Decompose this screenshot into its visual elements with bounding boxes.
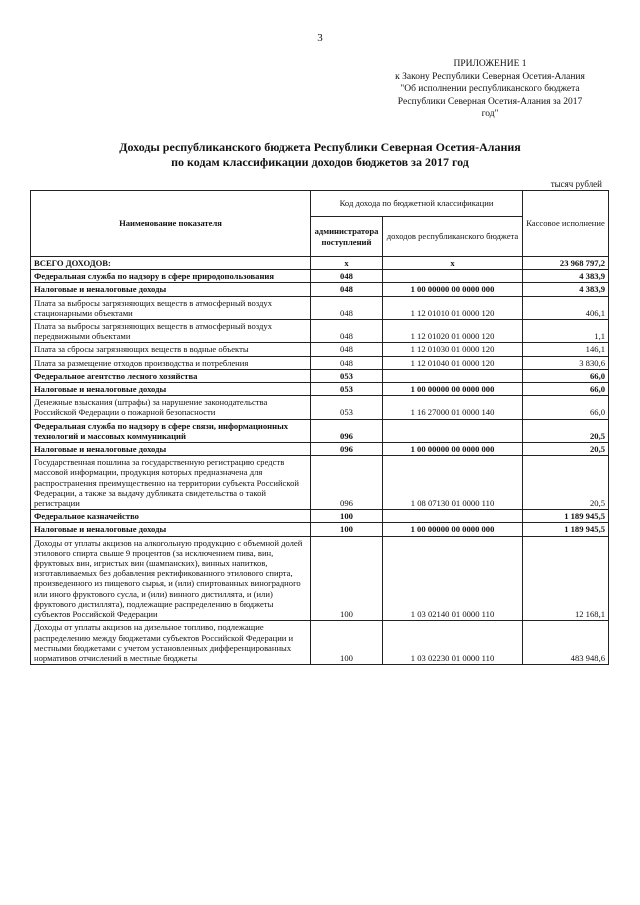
- header-code-group: Код дохода по бюджетной классификации: [311, 191, 523, 217]
- row-revenue-code: [383, 419, 523, 442]
- header-admin: администратора поступлений: [311, 217, 383, 257]
- row-admin-code: 053: [311, 396, 383, 419]
- header-revenue-code: доходов республиканского бюджета: [383, 217, 523, 257]
- row-sum: 1 189 945,5: [523, 523, 609, 536]
- row-sum: 1,1: [523, 320, 609, 343]
- table-row: [31, 443, 609, 456]
- row-name: Государственная пошлина за государственную регистрацию средств массовой информации, продукция которых предназначена для распространения преимущественно на территории субъекта Российской Федерации, а также за выдачу дубликата свидетельства о такой регистрации: [31, 456, 311, 510]
- appendix-line: к Закону Республики Северная Осетия-Алания: [395, 71, 585, 82]
- table-row: [31, 283, 609, 296]
- row-admin-code: 096: [311, 456, 383, 510]
- table-row: [31, 369, 609, 382]
- row-name: Налоговые и неналоговые доходы: [31, 443, 311, 456]
- row-name: Федеральное казначейство: [31, 510, 311, 523]
- row-revenue-code: [383, 510, 523, 523]
- row-admin-code: 053: [311, 383, 383, 396]
- row-name: Налоговые и неналоговые доходы: [31, 383, 311, 396]
- row-revenue-code: 1 16 27000 01 0000 140: [383, 396, 523, 419]
- appendix-title: ПРИЛОЖЕНИЕ 1: [453, 59, 527, 69]
- row-revenue-code: 1 00 00000 00 0000 000: [383, 443, 523, 456]
- table-row: [31, 257, 609, 270]
- row-revenue-code: 1 03 02140 01 0000 110: [383, 536, 523, 621]
- row-revenue-code: 1 12 01010 01 0000 120: [383, 296, 523, 319]
- page-number: 3: [317, 32, 323, 44]
- row-admin-code: 048: [311, 356, 383, 369]
- row-revenue-code: 1 08 07130 01 0000 110: [383, 456, 523, 510]
- row-name: Федеральное агентство лесного хозяйства: [31, 369, 311, 382]
- table-row: [31, 510, 609, 523]
- row-admin-code: 100: [311, 536, 383, 621]
- title-line-1: Доходы республиканского бюджета Республики Северная Осетия-Алания: [119, 140, 521, 154]
- row-admin-code: 048: [311, 343, 383, 356]
- row-name: Федеральная служба по надзору в сфере связи, информационных технологий и массовых коммуникаций: [31, 419, 311, 442]
- row-revenue-code: 1 12 01030 01 0000 120: [383, 343, 523, 356]
- row-sum: 66,0: [523, 383, 609, 396]
- row-name: Плата за размещение отходов производства и потребления: [31, 356, 311, 369]
- table-row: [31, 356, 609, 369]
- appendix-line: год": [481, 109, 499, 119]
- table-row: [31, 296, 609, 319]
- row-admin-code: 048: [311, 270, 383, 283]
- row-sum: 3 830,6: [523, 356, 609, 369]
- row-revenue-code: 1 00 00000 00 0000 000: [383, 283, 523, 296]
- row-sum: 1 189 945,5: [523, 510, 609, 523]
- row-admin-code: 100: [311, 510, 383, 523]
- row-sum: 12 168,1: [523, 536, 609, 621]
- row-admin-code: 053: [311, 369, 383, 382]
- row-name: Доходы от уплаты акцизов на дизельное топливо, подлежащие распределению между бюджетами субъектов Российской Федерации и местными бюджетами с учетом установленных дифференцированных нормативов отчислений в местные бюджеты: [31, 621, 311, 665]
- row-revenue-code: 1 12 01040 01 0000 120: [383, 356, 523, 369]
- row-sum: 66,0: [523, 369, 609, 382]
- document-title: [60, 140, 580, 170]
- row-sum: 146,1: [523, 343, 609, 356]
- row-revenue-code: 1 00 00000 00 0000 000: [383, 523, 523, 536]
- row-admin-code: 048: [311, 283, 383, 296]
- row-name: Доходы от уплаты акцизов на алкогольную продукцию с объемной долей этилового спирта свыше 9 процентов (за исключением пива, вин, фруктовых вин, игристых вин (шампанских), винных напитков, изготавливаемых без добавления ректификованного этилового спирта, произведенного из пищевого сырья, и (или) спиртованных виноградного или иного фруктового сусла, и (или) винного дистиллята, и (или) фруктового дистиллята), подлежащие распределению в бюджеты субъектов Российской Федерации: [31, 536, 311, 621]
- row-revenue-code: 1 12 01020 01 0000 120: [383, 320, 523, 343]
- table-row: [31, 456, 609, 510]
- row-revenue-code: x: [383, 257, 523, 270]
- row-sum: 20,5: [523, 419, 609, 442]
- header-sum: Кассовое исполнение: [523, 191, 609, 257]
- row-sum: 4 383,9: [523, 283, 609, 296]
- row-revenue-code: 1 00 00000 00 0000 000: [383, 383, 523, 396]
- row-admin-code: 096: [311, 419, 383, 442]
- table-row: [31, 320, 609, 343]
- table-row: [31, 396, 609, 419]
- table-row: [31, 343, 609, 356]
- row-revenue-code: 1 03 02230 01 0000 110: [383, 621, 523, 665]
- title-line-2: по кодам классификации доходов бюджетов за 2017 год: [171, 155, 469, 169]
- table-row: [31, 621, 609, 665]
- row-admin-code: x: [311, 257, 383, 270]
- table-row: [31, 536, 609, 621]
- table-row: [31, 419, 609, 442]
- row-name: Плата за сбросы загрязняющих веществ в водные объекты: [31, 343, 311, 356]
- appendix-line: Республики Северная Осетия-Алания за 2017: [397, 96, 583, 107]
- table-row: [31, 383, 609, 396]
- row-sum: 66,0: [523, 396, 609, 419]
- row-admin-code: 100: [311, 621, 383, 665]
- row-sum: 406,1: [523, 296, 609, 319]
- row-sum: 4 383,9: [523, 270, 609, 283]
- appendix-block: [370, 58, 610, 121]
- row-admin-code: 096: [311, 443, 383, 456]
- row-admin-code: 100: [311, 523, 383, 536]
- row-sum: 23 968 797,2: [523, 257, 609, 270]
- row-name: ВСЕГО ДОХОДОВ:: [31, 257, 311, 270]
- row-name: Плата за выбросы загрязняющих веществ в атмосферный воздух стационарными объектами: [31, 296, 311, 319]
- appendix-line: "Об исполнении республиканского бюджета: [400, 84, 580, 94]
- revenue-table: [30, 190, 609, 665]
- row-sum: 20,5: [523, 443, 609, 456]
- row-name: Плата за выбросы загрязняющих веществ в атмосферный воздух передвижными объектами: [31, 320, 311, 343]
- table-row: [31, 270, 609, 283]
- units-label: тысяч рублей: [550, 179, 602, 189]
- row-name: Федеральная служба по надзору в сфере природопользования: [31, 270, 311, 283]
- row-sum: 20,5: [523, 456, 609, 510]
- row-name: Налоговые и неналоговые доходы: [31, 523, 311, 536]
- row-revenue-code: [383, 270, 523, 283]
- row-revenue-code: [383, 369, 523, 382]
- table-row: [31, 523, 609, 536]
- row-sum: 483 948,6: [523, 621, 609, 665]
- row-admin-code: 048: [311, 320, 383, 343]
- row-name: Налоговые и неналоговые доходы: [31, 283, 311, 296]
- row-admin-code: 048: [311, 296, 383, 319]
- row-name: Денежные взыскания (штрафы) за нарушение законодательства Российской Федерации о пожарной безопасности: [31, 396, 311, 419]
- header-name: Наименование показателя: [31, 191, 311, 257]
